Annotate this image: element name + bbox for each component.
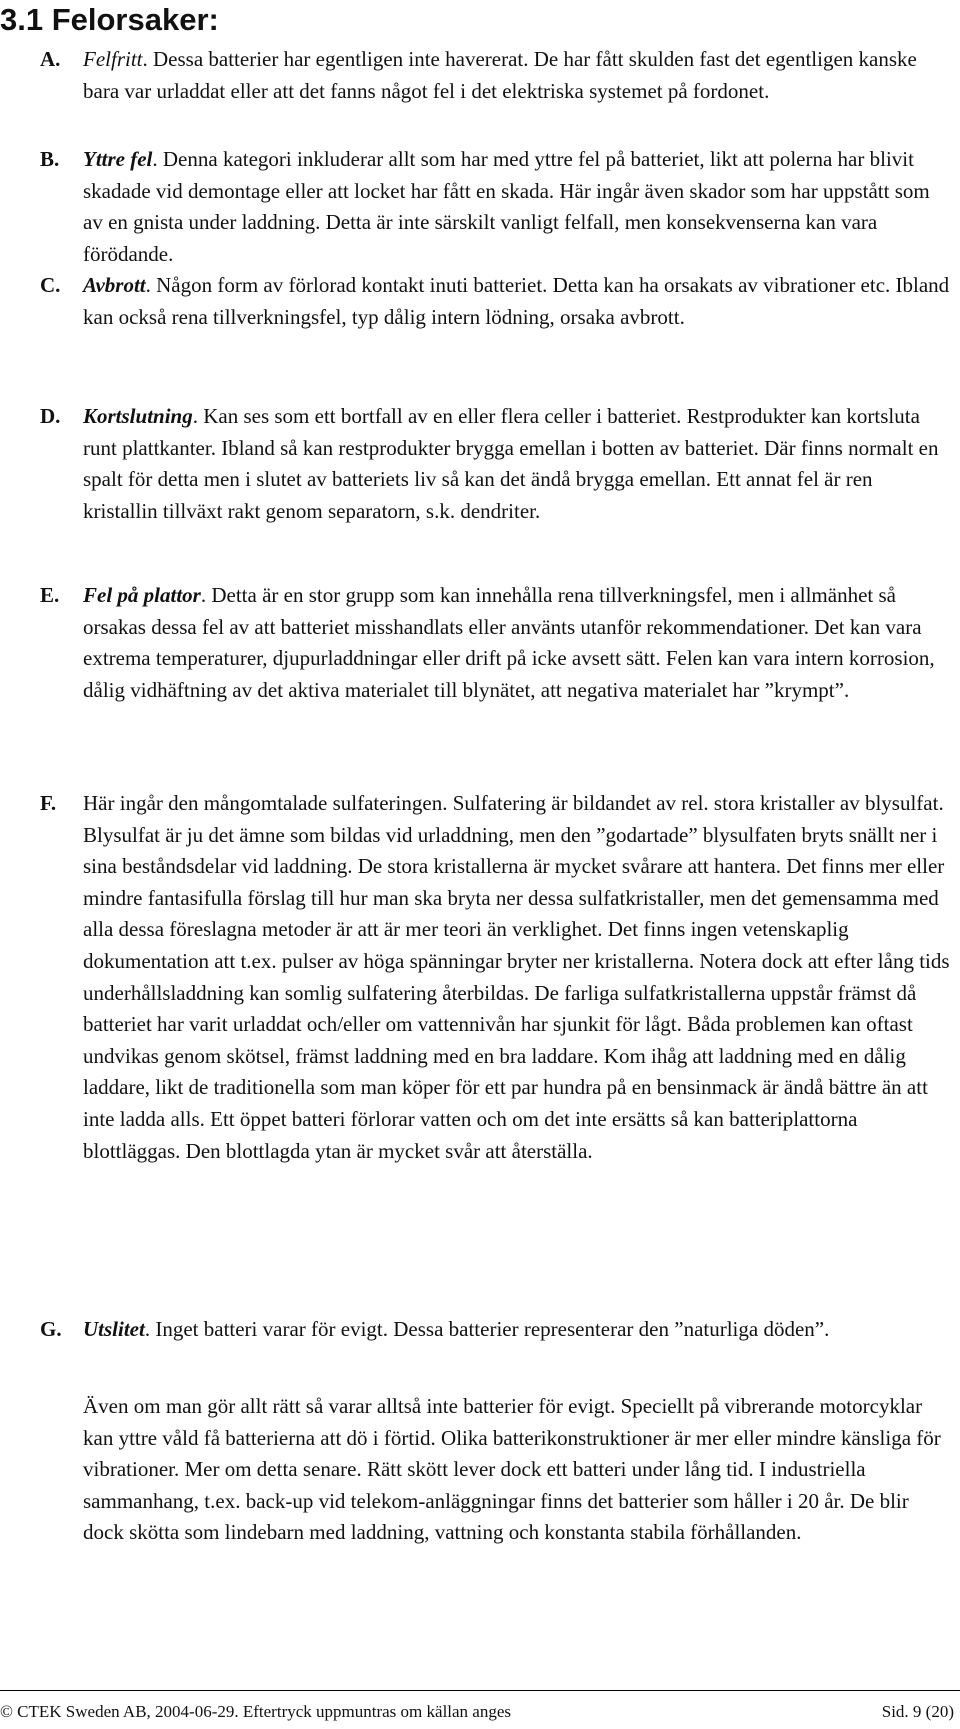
item-letter: B. [40,147,60,171]
item-title: Kortslutning [83,404,193,428]
item-letter: A. [40,47,61,71]
footer-page-number: Sid. 9 (20) [881,1702,954,1721]
item-text: . Någon form av förlorad kontakt inuti batteriet. Detta kan ha orsakats av vibrationer etc. Ibland kan också rena tillverkningsfel, typ dålig intern lödning, orsaka avbrott. [83,273,950,329]
page-footer [0,1700,960,1724]
item-body [83,270,952,333]
list-item-f [40,788,952,1167]
item-letter: C. [40,273,61,297]
item-title: Utslitet [83,1317,145,1341]
item-letter: G. [40,1317,62,1341]
item-text: . Inget batteri varar för evigt. Dessa batterier representerar den ”naturliga döden”. [144,1317,830,1341]
item-title: Yttre fel [83,147,153,171]
item-body [83,44,952,107]
list-item-b [40,144,952,270]
item-text: . Detta är en stor grupp som kan innehålla rena tillverkningsfel, men i allmänhet så orsakas dessa fel av att batteriet misshandlats eller använts utanför rekommendationer. Det kan vara extrema temperaturer, djupurladdningar eller drift på icke avsett sätt. Felen kan vara intern korrosion, dålig vidhäftning av det aktiva materialet till blynätet, att negativa materialet har ”krympt”. [83,583,935,702]
footer-copyright: © CTEK Sweden AB, 2004-06-29. Eftertryck uppmuntras om källan anges [0,1702,512,1721]
item-letter: E. [40,583,60,607]
list-item-a [40,44,952,107]
list-item-c [40,270,952,333]
item-title: Felfritt [83,47,143,71]
item-text: . Dessa batterier har egentligen inte havererat. De har fått skulden fast det egentligen kanske bara var urladdat eller att det fanns något fel i det elektriska systemet på fordonet. [83,47,917,103]
item-body [83,144,952,270]
list-item-d [40,401,952,527]
item-title: Avbrott [83,273,146,297]
section-heading: 3.1 Felorsaker: [0,2,219,37]
item-letter: F. [40,791,57,815]
item-body [83,401,952,527]
closing-paragraph: Även om man gör allt rätt så varar alltså inte batterier för evigt. Speciellt på vibrerande motorcyklar kan yttre våld få batterierna att dö i förtid. Olika batterikonstruktioner är mer eller mindre känsliga för vibrationer. Mer om detta senare. Rätt skött lever dock ett batteri under lång tid. I industriella sammanhang, t.ex. back-up vid telekom-anläggningar finns det batterier som håller i 20 år. De blir dock skötta som lindebarn med laddning, vattning och konstanta stabila förhållanden. [83,1394,941,1545]
list-item-e [40,580,952,706]
item-body [83,1314,952,1346]
item-text: . Kan ses som ett bortfall av en eller flera celler i batteriet. Restprodukter kan kortsluta runt plattkanter. Ibland så kan restprodukter brygga emellan i botten av batteriet. Där finns normalt en spalt för detta men i slutet av batteriets liv så kan det ändå brygga emellan. Ett annat fel är ren kristallin tillväxt rakt genom separatorn, s.k. dendriter. [83,404,939,523]
item-title: Fel på plattor [83,583,201,607]
item-body [83,580,952,706]
footer-divider [0,1690,960,1691]
list-item-g [40,1314,952,1346]
item-body [83,788,952,1167]
item-text: . Denna kategori inkluderar allt som har med yttre fel på batteriet, likt att polerna har blivit skadade vid demontage eller att locket har fått en skada. Här ingår även skador som har uppstått som av en gnista under laddning. Detta är inte särskilt vanligt felfall, men konsekvenserna kan vara förödande. [83,147,930,266]
item-text: Här ingår den mångomtalade sulfateringen. Sulfatering är bildandet av rel. stora kristaller av blysulfat. Blysulfat är ju det ämne som bildas vid urladdning, men den ”godartade” blysulfaten bryts snällt ner i sina beståndsdelar vid laddning. De stora kristallerna är mycket svårare att hantera. Det finns mer eller mindre fantasifulla förslag till hur man ska bryta ner dessa sulfatkristaller, men det gemensamma med alla dessa föreslagna metoder är att är mer teori än verklighet. Det finns ingen vetenskaplig dokumentation att t.ex. pulser av höga spänningar bryter ner kristallerna. Notera dock att efter lång tids underhållsladdning kan somlig sulfatering återbildas. De farliga sulfatkristallerna uppstår främst då batteriet har varit urladdat och/eller om vattennivån har sjunkit för lågt. Båda problemen kan oftast undvikas genom skötsel, främst laddning med en bra laddare. Kom ihåg att laddning med en dålig laddare, likt de traditionella som man köper för ett par hundra på en bensinmack är ändå bättre än att inte ladda alls. Ett öppet batteri förlorar vatten och om det inte ersätts så kan batteriplattorna blottläggas. Den blottlagda ytan är mycket svår att återställa. [83,791,950,1163]
item-letter: D. [40,404,61,428]
